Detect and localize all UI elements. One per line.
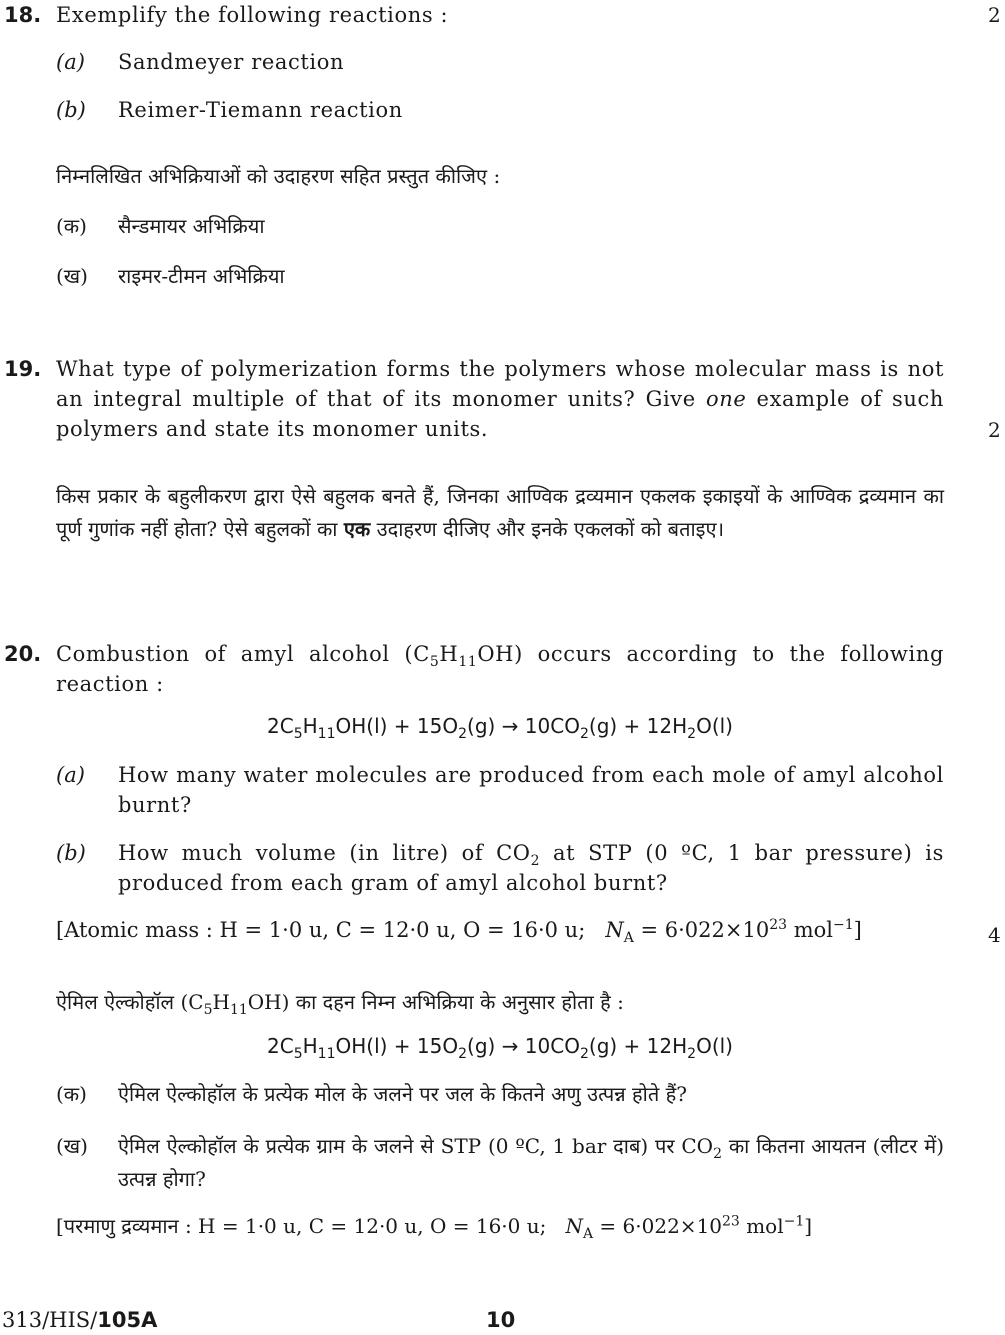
q18-b-text: Reimer-Tiemann reaction xyxy=(118,98,403,122)
q20-equation-en: $2C_5H_{11}OH(l) + 15O_2(g) \to 10CO_2(g) + 12H_2O(l)$ xyxy=(267,714,733,742)
q20-ka-text: ऐमिल ऐल्कोहॉल के प्रत्येक मोल के जलने पर जल के कितने अणु उत्पन्न होते हैं? xyxy=(118,1082,687,1106)
q20-a-text: How many water molecules are produced from each mole of amyl alcohol burnt? xyxy=(118,763,944,817)
q20-ka-label: (क) xyxy=(56,1082,87,1106)
q18-a-text: Sandmeyer reaction xyxy=(118,50,345,74)
q19-number: 19. xyxy=(4,357,42,381)
footer-code: 313/HIS/105A xyxy=(2,1308,158,1332)
q20-atomic-mass-hi: [परमाणु द्रव्यमान : H = 1·0 u, C = 12·0 u, O = 16·0 u; $N_A = 6\cdot 022\times 10^{23}$ mol$^{-1}$] xyxy=(56,1213,813,1242)
q18-marks: 2 xyxy=(988,3,1001,27)
q20-b-text: How much volume (in litre) of $CO_2$ at STP (0 ºC, 1 bar pressure) is produced from each gram of amyl alcohol burnt? xyxy=(118,841,944,895)
q18-kha-label: (ख) xyxy=(56,264,88,288)
q20-a-label: (a) xyxy=(56,763,85,787)
q18-prompt-en: Exemplify the following reactions : xyxy=(56,3,449,27)
q18-number: 18. xyxy=(4,3,42,27)
q18-ka-label: (क) xyxy=(56,214,87,238)
q18-b-label: (b) xyxy=(56,98,86,122)
q19-text-hi: किस प्रकार के बहुलीकरण द्वारा ऐसे बहुलक बनते हैं, जिनका आण्विक द्रव्यमान एकलक इकाइयों के आण्विक द्रव्यमान का पूर्ण गुणांक नहीं होता? ऐसे बहुलकों का एक उदाहरण दीजिए और इनके एकलकों को बताइए। xyxy=(56,484,944,541)
q20-b-label: (b) xyxy=(56,841,86,865)
q18-prompt-hi: निम्नलिखित अभिक्रियाओं को उदाहरण सहित प्रस्तुत कीजिए : xyxy=(56,164,501,188)
q19-marks: 2 xyxy=(988,418,1001,442)
footer-page-number: 10 xyxy=(486,1308,516,1332)
q20-intro-en: Combustion of amyl alcohol $(C_5H_{11}OH)$ occurs according to the following reaction : xyxy=(56,642,944,696)
q20-kha-label: (ख) xyxy=(56,1134,88,1158)
q18-ka-text: सैन्डमायर अभिक्रिया xyxy=(118,214,265,238)
q20-intro-hi: ऐमिल ऐल्कोहॉल $(C_5H_{11}OH)$ का दहन निम्न अभिक्रिया के अनुसार होता है : xyxy=(56,990,624,1018)
q20-number: 20. xyxy=(4,642,42,666)
q19-text-en: What type of polymerization forms the polymers whose molecular mass is not an integral multiple of that of its monomer units? Give one example of such polymers and state its monomer units. xyxy=(56,357,945,441)
q20-kha-text: ऐमिल ऐल्कोहॉल के प्रत्येक ग्राम के जलने से STP (0 ºC, 1 bar दाब) पर $CO_2$ का कितना आयतन (लीटर में) उत्पन्न होगा? xyxy=(118,1134,944,1191)
q18-a-label: (a) xyxy=(56,50,85,74)
q20-equation-hi: $2C_5H_{11}OH(l) + 15O_2(g) \to 10CO_2(g) + 12H_2O(l)$ xyxy=(267,1034,733,1062)
q20-atomic-mass-en: [Atomic mass : H = 1·0 u, C = 12·0 u, O = 16·0 u; $N_A = 6\cdot 022\times 10^{23}$ mol$^{-1}$] xyxy=(56,917,862,947)
q20-marks: 4 xyxy=(988,923,1001,947)
q18-kha-text: राइमर-टीमन अभिक्रिया xyxy=(118,264,285,288)
